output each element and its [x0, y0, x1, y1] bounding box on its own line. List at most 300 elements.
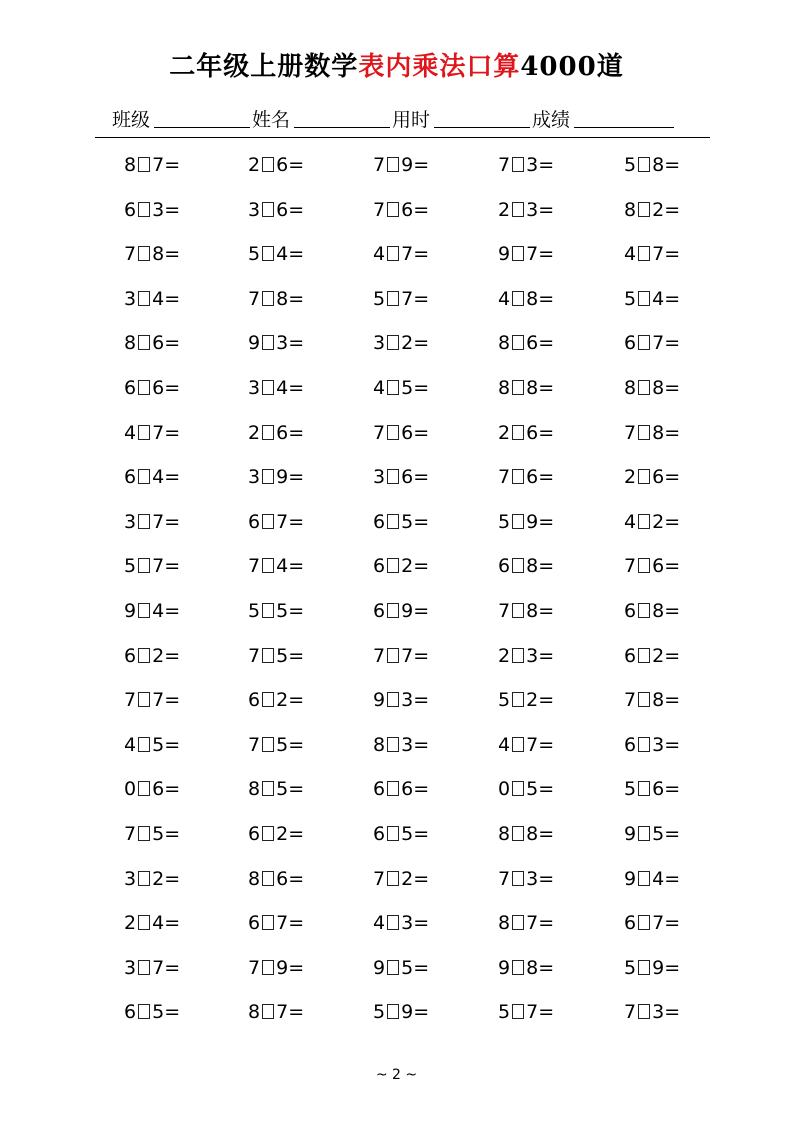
- missing-glyph-icon: [638, 692, 650, 707]
- operand-b: 3: [401, 912, 414, 935]
- problem-item: [373, 589, 429, 633]
- problem-item: [498, 678, 554, 722]
- missing-glyph-icon: [638, 246, 650, 261]
- missing-glyph-icon: [387, 202, 399, 217]
- operand-a: 7: [248, 287, 261, 310]
- equals-sign: =: [288, 1001, 305, 1024]
- operand-a: 9: [498, 956, 511, 979]
- equals-sign: =: [288, 287, 305, 310]
- problem-item: [124, 544, 180, 588]
- problem-item: [498, 812, 554, 856]
- operand-b: 8: [526, 377, 539, 399]
- problem-item: [124, 589, 180, 633]
- problem-item: [373, 812, 429, 856]
- operand-b: 6: [652, 778, 665, 801]
- equals-sign: =: [164, 377, 181, 399]
- problem-item: [624, 143, 680, 187]
- operand-a: 5: [624, 778, 637, 801]
- problem-item: [498, 589, 554, 633]
- equals-sign: =: [664, 600, 681, 622]
- problem-item: [373, 946, 429, 990]
- operand-b: 8: [526, 600, 539, 622]
- operand-b: 7: [152, 154, 165, 176]
- operand-b: 6: [526, 421, 539, 444]
- problem-item: [498, 946, 554, 990]
- equals-sign: =: [664, 466, 681, 489]
- equals-sign: =: [538, 421, 555, 444]
- equals-sign: =: [164, 198, 181, 221]
- operand-a: 6: [124, 644, 137, 667]
- operand-b: 3: [401, 689, 414, 712]
- operand-b: 6: [152, 332, 165, 355]
- student-info-line: [112, 107, 696, 133]
- problem-item: [373, 990, 429, 1034]
- problem-item: [624, 812, 680, 856]
- operand-a: 8: [248, 778, 261, 801]
- equals-sign: =: [164, 733, 181, 756]
- problem-item: [624, 990, 680, 1034]
- problem-item: [248, 723, 304, 767]
- problem-item: [124, 678, 180, 722]
- problem-item: [124, 634, 180, 678]
- missing-glyph-icon: [387, 291, 399, 306]
- equals-sign: =: [538, 154, 555, 176]
- problem-item: [248, 455, 304, 499]
- missing-glyph-icon: [138, 469, 150, 484]
- equals-sign: =: [164, 600, 181, 622]
- operand-a: 5: [624, 287, 637, 310]
- equals-sign: =: [413, 332, 430, 355]
- missing-glyph-icon: [262, 558, 274, 573]
- operand-a: 9: [624, 867, 637, 890]
- equals-sign: =: [538, 377, 555, 399]
- operand-a: 7: [624, 1001, 637, 1024]
- operand-a: 7: [624, 689, 637, 712]
- missing-glyph-icon: [638, 202, 650, 217]
- equals-sign: =: [288, 154, 305, 176]
- problem-row: [0, 678, 793, 722]
- operand-a: 2: [498, 198, 511, 221]
- equals-sign: =: [664, 421, 681, 444]
- missing-glyph-icon: [387, 781, 399, 796]
- missing-glyph-icon: [262, 425, 274, 440]
- operand-b: 2: [526, 689, 539, 712]
- operand-b: 2: [652, 510, 665, 533]
- missing-glyph-icon: [387, 380, 399, 395]
- equals-sign: =: [538, 867, 555, 890]
- missing-glyph-icon: [138, 425, 150, 440]
- operand-b: 2: [276, 823, 289, 845]
- operand-b: 8: [652, 377, 665, 399]
- operand-b: 5: [276, 600, 289, 622]
- operand-b: 3: [401, 733, 414, 756]
- equals-sign: =: [664, 867, 681, 890]
- operand-b: 3: [152, 198, 165, 221]
- missing-glyph-icon: [138, 202, 150, 217]
- operand-b: 5: [401, 377, 414, 399]
- operand-a: 2: [248, 154, 261, 176]
- operand-a: 6: [498, 555, 511, 578]
- problem-item: [373, 901, 429, 945]
- missing-glyph-icon: [638, 380, 650, 395]
- problem-item: [124, 723, 180, 767]
- missing-glyph-icon: [138, 737, 150, 752]
- problem-item: [248, 946, 304, 990]
- operand-a: 5: [248, 243, 261, 266]
- missing-glyph-icon: [512, 1004, 524, 1019]
- missing-glyph-icon: [638, 558, 650, 573]
- equals-sign: =: [413, 778, 430, 801]
- missing-glyph-icon: [512, 469, 524, 484]
- operand-b: 4: [152, 466, 165, 489]
- equals-sign: =: [413, 287, 430, 310]
- missing-glyph-icon: [138, 960, 150, 975]
- operand-b: 6: [276, 421, 289, 444]
- equals-sign: =: [164, 956, 181, 979]
- problem-item: [624, 321, 680, 365]
- problem-item: [498, 232, 554, 276]
- missing-glyph-icon: [638, 826, 650, 841]
- missing-glyph-icon: [262, 781, 274, 796]
- missing-glyph-icon: [638, 335, 650, 350]
- equals-sign: =: [413, 956, 430, 979]
- equals-sign: =: [164, 243, 181, 266]
- missing-glyph-icon: [387, 1004, 399, 1019]
- equals-sign: =: [288, 421, 305, 444]
- operand-b: 7: [152, 555, 165, 578]
- page-title: [0, 50, 793, 84]
- equals-sign: =: [413, 154, 430, 176]
- operand-b: 6: [276, 198, 289, 221]
- score-label: 成绩: [532, 109, 571, 131]
- operand-b: 4: [652, 287, 665, 310]
- operand-b: 7: [152, 510, 165, 533]
- problem-item: [498, 634, 554, 678]
- operand-a: 4: [373, 377, 386, 399]
- equals-sign: =: [538, 332, 555, 355]
- problem-item: [124, 277, 180, 321]
- missing-glyph-icon: [138, 648, 150, 663]
- missing-glyph-icon: [512, 871, 524, 886]
- missing-glyph-icon: [138, 335, 150, 350]
- missing-glyph-icon: [262, 603, 274, 618]
- operand-b: 8: [652, 421, 665, 444]
- problem-row: [0, 366, 793, 410]
- missing-glyph-icon: [387, 425, 399, 440]
- operand-a: 4: [498, 287, 511, 310]
- missing-glyph-icon: [138, 291, 150, 306]
- missing-glyph-icon: [387, 737, 399, 752]
- problem-item: [498, 901, 554, 945]
- operand-b: 6: [652, 466, 665, 489]
- missing-glyph-icon: [138, 380, 150, 395]
- operand-a: 7: [498, 466, 511, 489]
- missing-glyph-icon: [262, 1004, 274, 1019]
- equals-sign: =: [538, 287, 555, 310]
- problem-item: [498, 411, 554, 455]
- problem-item: [498, 143, 554, 187]
- operand-a: 0: [498, 778, 511, 801]
- missing-glyph-icon: [638, 737, 650, 752]
- missing-glyph-icon: [387, 603, 399, 618]
- operand-a: 2: [498, 421, 511, 444]
- missing-glyph-icon: [262, 648, 274, 663]
- operand-b: 7: [652, 912, 665, 935]
- missing-glyph-icon: [512, 960, 524, 975]
- missing-glyph-icon: [638, 514, 650, 529]
- operand-a: 8: [498, 377, 511, 399]
- operand-a: 6: [124, 1001, 137, 1024]
- operand-b: 4: [152, 912, 165, 935]
- problem-item: [124, 232, 180, 276]
- operand-b: 3: [652, 1001, 665, 1024]
- operand-b: 3: [652, 733, 665, 756]
- operand-b: 7: [526, 1001, 539, 1024]
- equals-sign: =: [538, 644, 555, 667]
- operand-a: 5: [124, 555, 137, 578]
- equals-sign: =: [664, 154, 681, 176]
- title-grade: 二年级上册数学: [169, 52, 359, 82]
- problem-item: [248, 321, 304, 365]
- problem-item: [624, 411, 680, 455]
- operand-a: 3: [124, 867, 137, 890]
- missing-glyph-icon: [138, 826, 150, 841]
- operand-a: 7: [373, 154, 386, 176]
- operand-b: 7: [152, 956, 165, 979]
- operand-b: 5: [652, 823, 665, 845]
- problem-item: [624, 500, 680, 544]
- operand-b: 2: [401, 555, 414, 578]
- problem-row: [0, 500, 793, 544]
- equals-sign: =: [538, 689, 555, 712]
- operand-b: 7: [276, 912, 289, 935]
- missing-glyph-icon: [512, 380, 524, 395]
- operand-a: 7: [124, 243, 137, 266]
- operand-b: 8: [526, 287, 539, 310]
- missing-glyph-icon: [512, 558, 524, 573]
- equals-sign: =: [413, 510, 430, 533]
- operand-a: 4: [373, 243, 386, 266]
- operand-a: 7: [498, 600, 511, 622]
- time-label: 用时: [392, 109, 431, 131]
- problem-item: [248, 857, 304, 901]
- equals-sign: =: [538, 198, 555, 221]
- name-blank[interactable]: [294, 109, 390, 128]
- operand-a: 8: [624, 377, 637, 399]
- missing-glyph-icon: [512, 425, 524, 440]
- operand-b: 5: [152, 1001, 165, 1024]
- problem-item: [248, 990, 304, 1034]
- operand-a: 4: [624, 243, 637, 266]
- missing-glyph-icon: [138, 915, 150, 930]
- problem-row: [0, 411, 793, 455]
- missing-glyph-icon: [138, 157, 150, 172]
- problem-item: [498, 544, 554, 588]
- problem-item: [498, 277, 554, 321]
- equals-sign: =: [538, 733, 555, 756]
- operand-b: 6: [401, 421, 414, 444]
- operand-a: 3: [373, 332, 386, 355]
- missing-glyph-icon: [387, 335, 399, 350]
- problem-item: [124, 990, 180, 1034]
- equals-sign: =: [288, 733, 305, 756]
- operand-b: 9: [276, 956, 289, 979]
- problem-row: [0, 277, 793, 321]
- problem-item: [373, 857, 429, 901]
- equals-sign: =: [288, 555, 305, 578]
- equals-sign: =: [413, 733, 430, 756]
- equals-sign: =: [664, 689, 681, 712]
- missing-glyph-icon: [387, 157, 399, 172]
- operand-b: 6: [276, 867, 289, 890]
- problem-row: [0, 544, 793, 588]
- problem-item: [498, 990, 554, 1034]
- operand-a: 8: [498, 823, 511, 845]
- problem-row: [0, 767, 793, 811]
- operand-b: 2: [652, 644, 665, 667]
- operand-b: 9: [526, 510, 539, 533]
- name-label: 姓名: [252, 109, 291, 131]
- operand-a: 7: [373, 644, 386, 667]
- operand-a: 8: [124, 332, 137, 355]
- equals-sign: =: [288, 778, 305, 801]
- equals-sign: =: [164, 644, 181, 667]
- missing-glyph-icon: [387, 692, 399, 707]
- operand-b: 4: [152, 600, 165, 622]
- problem-item: [373, 678, 429, 722]
- missing-glyph-icon: [262, 960, 274, 975]
- operand-a: 7: [124, 689, 137, 712]
- missing-glyph-icon: [512, 737, 524, 752]
- operand-b: 7: [276, 510, 289, 533]
- problem-item: [124, 143, 180, 187]
- operand-a: 2: [124, 912, 137, 935]
- operand-a: 7: [373, 421, 386, 444]
- operand-a: 5: [498, 1001, 511, 1024]
- problem-item: [624, 767, 680, 811]
- problem-item: [624, 366, 680, 410]
- missing-glyph-icon: [138, 781, 150, 796]
- equals-sign: =: [164, 689, 181, 712]
- equals-sign: =: [413, 867, 430, 890]
- equals-sign: =: [164, 466, 181, 489]
- missing-glyph-icon: [387, 871, 399, 886]
- equals-sign: =: [538, 956, 555, 979]
- missing-glyph-icon: [262, 246, 274, 261]
- missing-glyph-icon: [262, 202, 274, 217]
- problem-item: [624, 188, 680, 232]
- missing-glyph-icon: [262, 692, 274, 707]
- operand-b: 6: [152, 778, 165, 801]
- operand-a: 7: [498, 867, 511, 890]
- equals-sign: =: [664, 956, 681, 979]
- operand-a: 9: [373, 689, 386, 712]
- operand-b: 8: [652, 154, 665, 176]
- operand-a: 6: [373, 600, 386, 622]
- missing-glyph-icon: [262, 157, 274, 172]
- equals-sign: =: [664, 778, 681, 801]
- problem-item: [624, 946, 680, 990]
- problem-row: [0, 634, 793, 678]
- operand-b: 2: [652, 198, 665, 221]
- problem-item: [124, 901, 180, 945]
- operand-a: 6: [624, 733, 637, 756]
- problem-item: [373, 723, 429, 767]
- operand-b: 5: [276, 733, 289, 756]
- operand-a: 3: [248, 198, 261, 221]
- time-blank[interactable]: [434, 109, 530, 128]
- missing-glyph-icon: [387, 246, 399, 261]
- operand-a: 3: [124, 287, 137, 310]
- missing-glyph-icon: [638, 781, 650, 796]
- operand-b: 9: [401, 154, 414, 176]
- problem-item: [248, 812, 304, 856]
- operand-b: 7: [401, 243, 414, 266]
- equals-sign: =: [288, 600, 305, 622]
- problem-item: [124, 188, 180, 232]
- operand-b: 5: [401, 510, 414, 533]
- operand-b: 5: [401, 823, 414, 845]
- equals-sign: =: [288, 198, 305, 221]
- problem-item: [373, 411, 429, 455]
- problem-item: [498, 500, 554, 544]
- missing-glyph-icon: [262, 737, 274, 752]
- missing-glyph-icon: [387, 514, 399, 529]
- operand-a: 5: [624, 956, 637, 979]
- missing-glyph-icon: [638, 871, 650, 886]
- missing-glyph-icon: [262, 514, 274, 529]
- missing-glyph-icon: [262, 335, 274, 350]
- operand-b: 7: [526, 733, 539, 756]
- class-label: 班级: [112, 109, 151, 131]
- operand-b: 4: [276, 377, 289, 399]
- operand-a: 4: [373, 912, 386, 935]
- missing-glyph-icon: [387, 648, 399, 663]
- operand-a: 5: [498, 689, 511, 712]
- missing-glyph-icon: [638, 291, 650, 306]
- problem-row: [0, 901, 793, 945]
- equals-sign: =: [288, 644, 305, 667]
- operand-b: 7: [526, 912, 539, 935]
- equals-sign: =: [664, 243, 681, 266]
- operand-a: 4: [624, 510, 637, 533]
- equals-sign: =: [538, 243, 555, 266]
- operand-b: 6: [152, 377, 165, 399]
- equals-sign: =: [664, 510, 681, 533]
- score-blank[interactable]: [574, 109, 674, 128]
- operand-b: 5: [401, 956, 414, 979]
- operand-b: 6: [401, 198, 414, 221]
- operand-a: 6: [373, 555, 386, 578]
- class-blank[interactable]: [154, 109, 250, 128]
- problem-item: [624, 901, 680, 945]
- operand-b: 2: [401, 867, 414, 890]
- operand-a: 6: [624, 332, 637, 355]
- operand-b: 4: [152, 287, 165, 310]
- equals-sign: =: [413, 689, 430, 712]
- missing-glyph-icon: [138, 692, 150, 707]
- operand-b: 8: [526, 823, 539, 845]
- missing-glyph-icon: [512, 335, 524, 350]
- operand-a: 9: [124, 600, 137, 622]
- missing-glyph-icon: [638, 1004, 650, 1019]
- operand-b: 4: [276, 555, 289, 578]
- problem-item: [248, 901, 304, 945]
- operand-a: 9: [248, 332, 261, 355]
- equals-sign: =: [288, 823, 305, 845]
- problem-item: [124, 411, 180, 455]
- equals-sign: =: [538, 466, 555, 489]
